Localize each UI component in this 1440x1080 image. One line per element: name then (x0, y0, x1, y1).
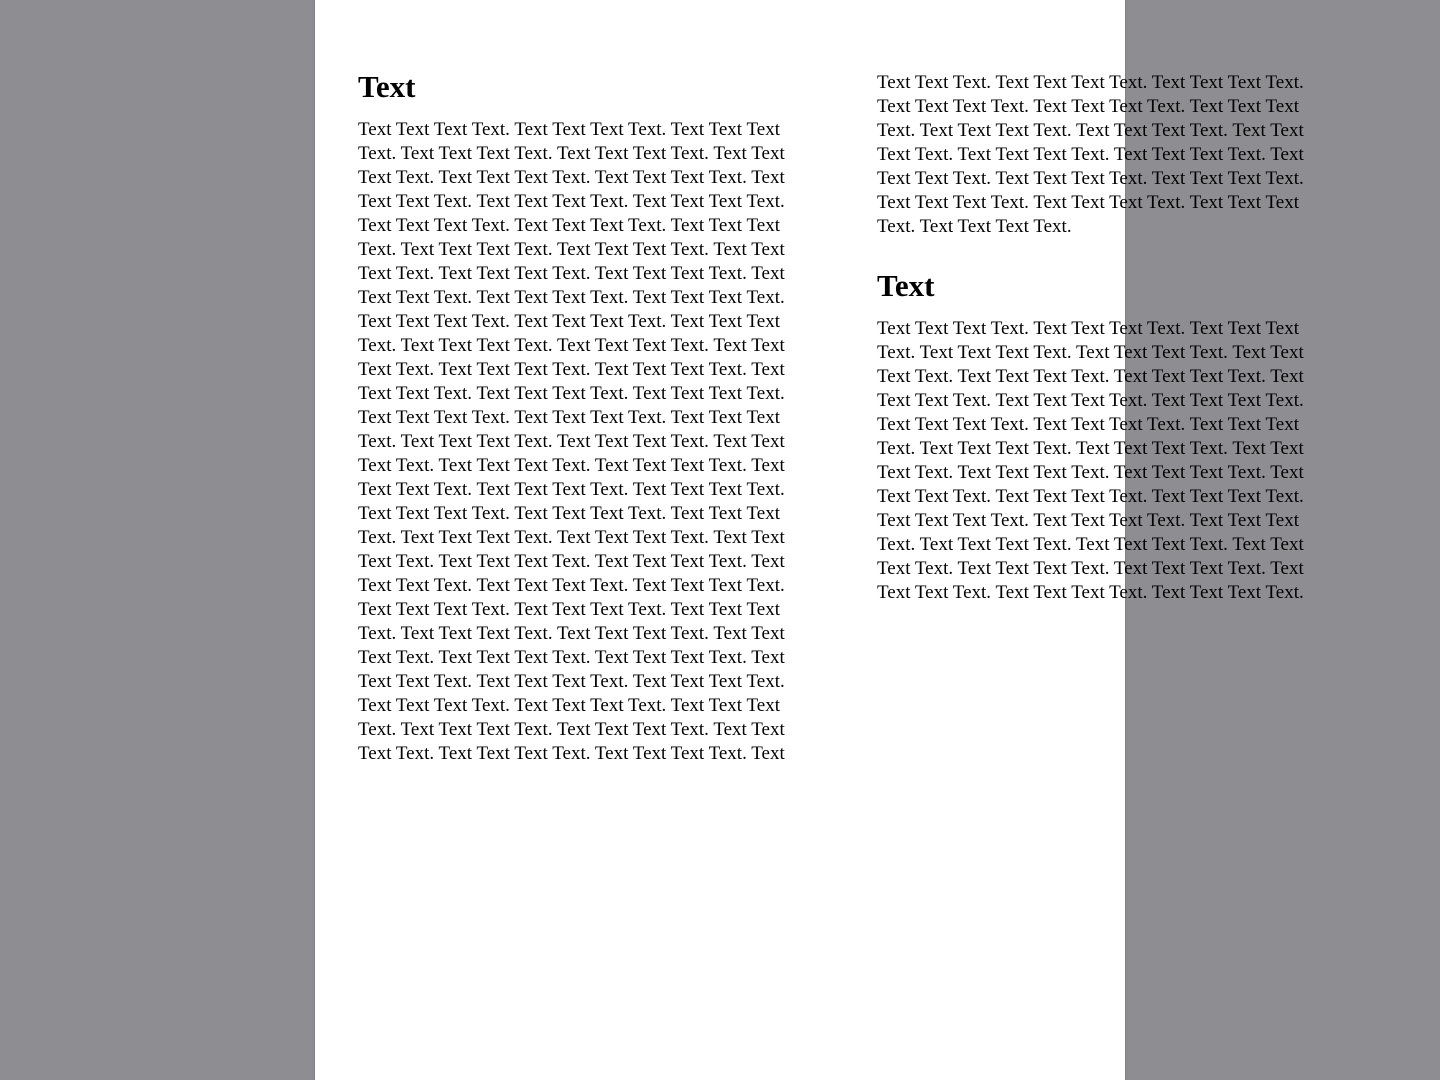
text-line: Text. Text Text Text Text. Text Text Text Text. Text Text (877, 534, 1304, 555)
text-line: Text. Text Text Text Text. Text Text Text Text. Text Text (877, 120, 1304, 141)
document-page (315, 0, 1304, 1080)
text-line: Text Text. Text Text Text Text. Text Text Text Text. Text (877, 462, 1304, 483)
text-line: Text Text Text Text. Text Text Text Text. Text Text Text (358, 503, 780, 524)
text-line: Text. Text Text Text Text. Text Text Text Text. Text Text (358, 335, 785, 356)
text-line: Text Text Text Text. Text Text Text Text. Text Text Text (358, 119, 780, 140)
text-line: Text Text. Text Text Text Text. Text Text Text Text. Text (358, 167, 785, 188)
text-line: Text. Text Text Text Text. Text Text Text Text. Text Text (877, 342, 1304, 363)
text-line: Text Text. Text Text Text Text. Text Text Text Text. Text (358, 551, 785, 572)
text-line: Text. Text Text Text Text. Text Text Text Text. Text Text (358, 623, 785, 644)
text-line: Text Text Text Text. Text Text Text Text. Text Text Text (877, 318, 1299, 339)
paragraph (877, 71, 1304, 239)
text-line: Text Text Text Text. Text Text Text Text. Text Text Text (877, 96, 1299, 117)
text-line: Text. Text Text Text Text. Text Text Text Text. Text Text (877, 438, 1304, 459)
text-line: Text. Text Text Text Text. Text Text Text Text. Text Text (358, 431, 785, 452)
text-line: Text Text Text. Text Text Text Text. Text Text Text Text. (358, 575, 785, 596)
text-line: Text Text Text Text. Text Text Text Text. Text Text Text (358, 695, 780, 716)
text-line: Text Text Text Text. Text Text Text Text. Text Text Text (877, 192, 1299, 213)
text-line: Text. Text Text Text Text. (877, 216, 1072, 237)
text-line: Text Text. Text Text Text Text. Text Text Text Text. Text (877, 558, 1304, 579)
text-line: Text Text Text Text. Text Text Text Text. Text Text Text (358, 599, 780, 620)
text-line: Text Text Text. Text Text Text Text. Text Text Text Text. (358, 383, 785, 404)
text-line: Text Text Text Text. Text Text Text Text. Text Text Text (358, 407, 780, 428)
text-line: Text Text. Text Text Text Text. Text Text Text Text. Text (877, 366, 1304, 387)
text-line: Text Text. Text Text Text Text. Text Text Text Text. Text (877, 144, 1304, 165)
text-line: Text Text. Text Text Text Text. Text Text Text Text. Text (358, 647, 785, 668)
paragraph (877, 317, 1304, 605)
text-line: Text Text Text. Text Text Text Text. Text Text Text Text. (358, 671, 785, 692)
text-line: Text Text Text. Text Text Text Text. Text Text Text Text. (877, 390, 1304, 411)
text-line: Text Text Text. Text Text Text Text. Text Text Text Text. (358, 191, 785, 212)
text-line: Text Text. Text Text Text Text. Text Text Text Text. Text (358, 455, 785, 476)
section-heading: Text (358, 69, 416, 104)
text-line: Text Text. Text Text Text Text. Text Text Text Text. Text (358, 263, 785, 284)
text-line: Text Text Text. Text Text Text Text. Text Text Text Text. (877, 486, 1304, 507)
text-line: Text Text Text Text. Text Text Text Text. Text Text Text (358, 311, 780, 332)
text-line: Text Text Text Text. Text Text Text Text. Text Text Text (877, 414, 1299, 435)
text-line: Text. Text Text Text Text. Text Text Text Text. Text Text (358, 239, 785, 260)
text-line: Text Text Text. Text Text Text Text. Text Text Text Text. (877, 582, 1304, 603)
text-line: Text Text Text Text. Text Text Text Text. Text Text Text (877, 510, 1299, 531)
text-line: Text. Text Text Text Text. Text Text Text Text. Text Text (358, 719, 785, 740)
text-line: Text Text. Text Text Text Text. Text Text Text Text. Text (358, 359, 785, 380)
text-line: Text Text Text. Text Text Text Text. Text Text Text Text. (877, 168, 1304, 189)
text-line: Text Text. Text Text Text Text. Text Text Text Text. Text (358, 743, 785, 764)
text-line: Text Text Text. Text Text Text Text. Text Text Text Text. (877, 72, 1304, 93)
text-line: Text Text Text. Text Text Text Text. Text Text Text Text. (358, 287, 785, 308)
paragraph (358, 118, 785, 766)
text-line: Text. Text Text Text Text. Text Text Text Text. Text Text (358, 143, 785, 164)
section-heading: Text (877, 268, 935, 303)
text-line: Text Text Text. Text Text Text Text. Text Text Text Text. (358, 479, 785, 500)
text-line: Text. Text Text Text Text. Text Text Text Text. Text Text (358, 527, 785, 548)
text-line: Text Text Text Text. Text Text Text Text. Text Text Text (358, 215, 780, 236)
